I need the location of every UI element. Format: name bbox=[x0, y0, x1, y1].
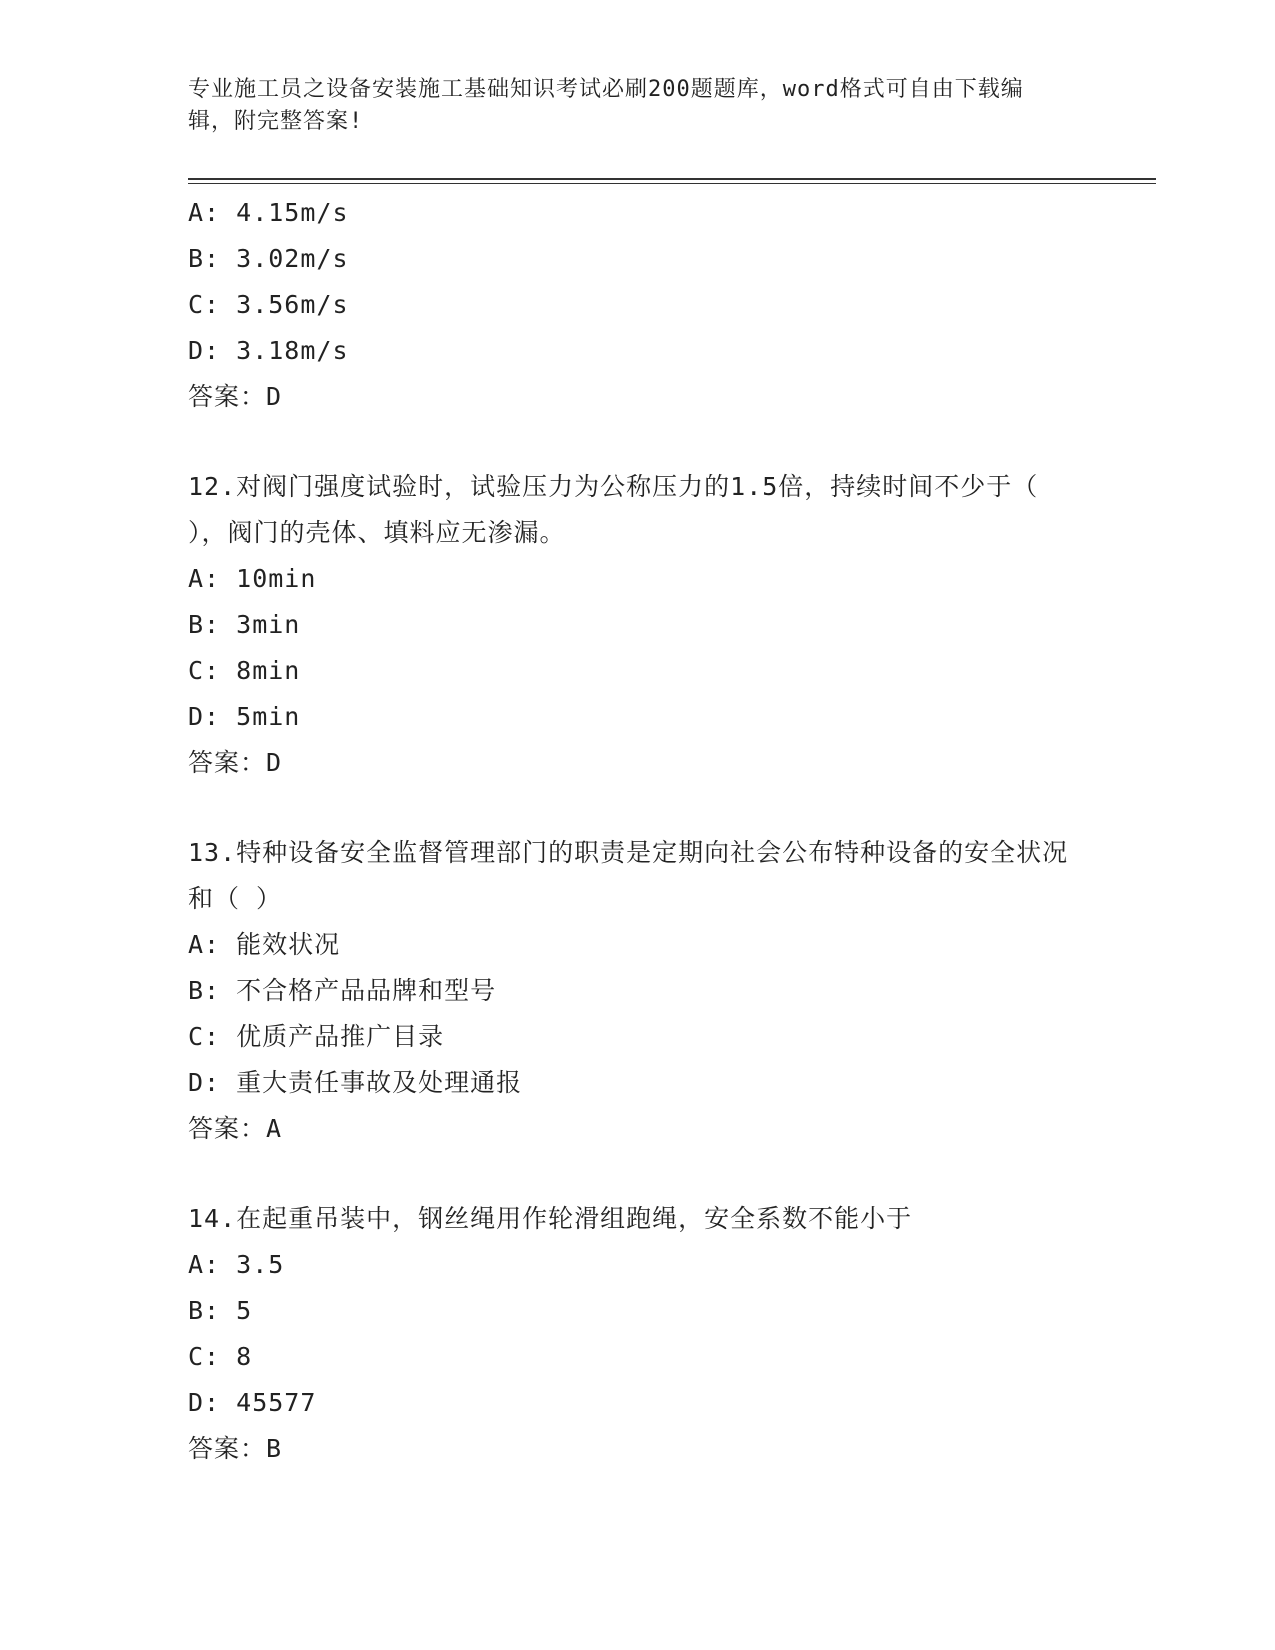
document-header-title: 专业施工员之设备安装施工基础知识考试必刷200题题库，word格式可自由下载编辑，附完整答案! bbox=[188, 77, 1024, 134]
spacer bbox=[188, 1152, 1088, 1196]
option-d: D: 重大责任事故及处理通报 bbox=[188, 1068, 523, 1097]
option-a: A: 能效状况 bbox=[188, 930, 341, 959]
option-c: C: 优质产品推广目录 bbox=[188, 1022, 445, 1051]
option-b: B: 5 bbox=[188, 1296, 253, 1325]
answer-line: 答案：D bbox=[188, 382, 283, 411]
option-c: C: 8 bbox=[188, 1342, 253, 1371]
question-11 bbox=[188, 190, 1088, 420]
option-b: B: 3min bbox=[188, 610, 301, 639]
option-d: D: 45577 bbox=[188, 1388, 317, 1417]
option-c: C: 8min bbox=[188, 656, 301, 685]
option-a: A: 4.15m/s bbox=[188, 198, 349, 227]
question-content bbox=[188, 190, 1088, 1472]
option-c: C: 3.56m/s bbox=[188, 290, 349, 319]
option-b: B: 不合格产品品牌和型号 bbox=[188, 976, 497, 1005]
question-14 bbox=[188, 1196, 1088, 1472]
spacer bbox=[188, 420, 1088, 464]
answer-line: 答案：A bbox=[188, 1114, 283, 1143]
header-divider bbox=[188, 178, 1156, 184]
spacer bbox=[188, 786, 1088, 830]
question-12 bbox=[188, 464, 1088, 786]
option-a: A: 3.5 bbox=[188, 1250, 285, 1279]
question-13 bbox=[188, 830, 1088, 1152]
question-title: 13.特种设备安全监督管理部门的职责是定期向社会公布特种设备的安全状况和（ ） bbox=[188, 838, 1069, 913]
option-b: B: 3.02m/s bbox=[188, 244, 349, 273]
answer-line: 答案：D bbox=[188, 748, 283, 777]
answer-line: 答案：B bbox=[188, 1434, 283, 1463]
option-d: D: 5min bbox=[188, 702, 301, 731]
option-a: A: 10min bbox=[188, 564, 317, 593]
question-title: 12.对阀门强度试验时，试验压力为公称压力的1.5倍，持续时间不少于（ ），阀门的壳体、填料应无渗漏。 bbox=[188, 472, 1039, 547]
question-title: 14.在起重吊装中，钢丝绳用作轮滑组跑绳，安全系数不能小于 bbox=[188, 1204, 913, 1233]
option-d: D: 3.18m/s bbox=[188, 336, 349, 365]
